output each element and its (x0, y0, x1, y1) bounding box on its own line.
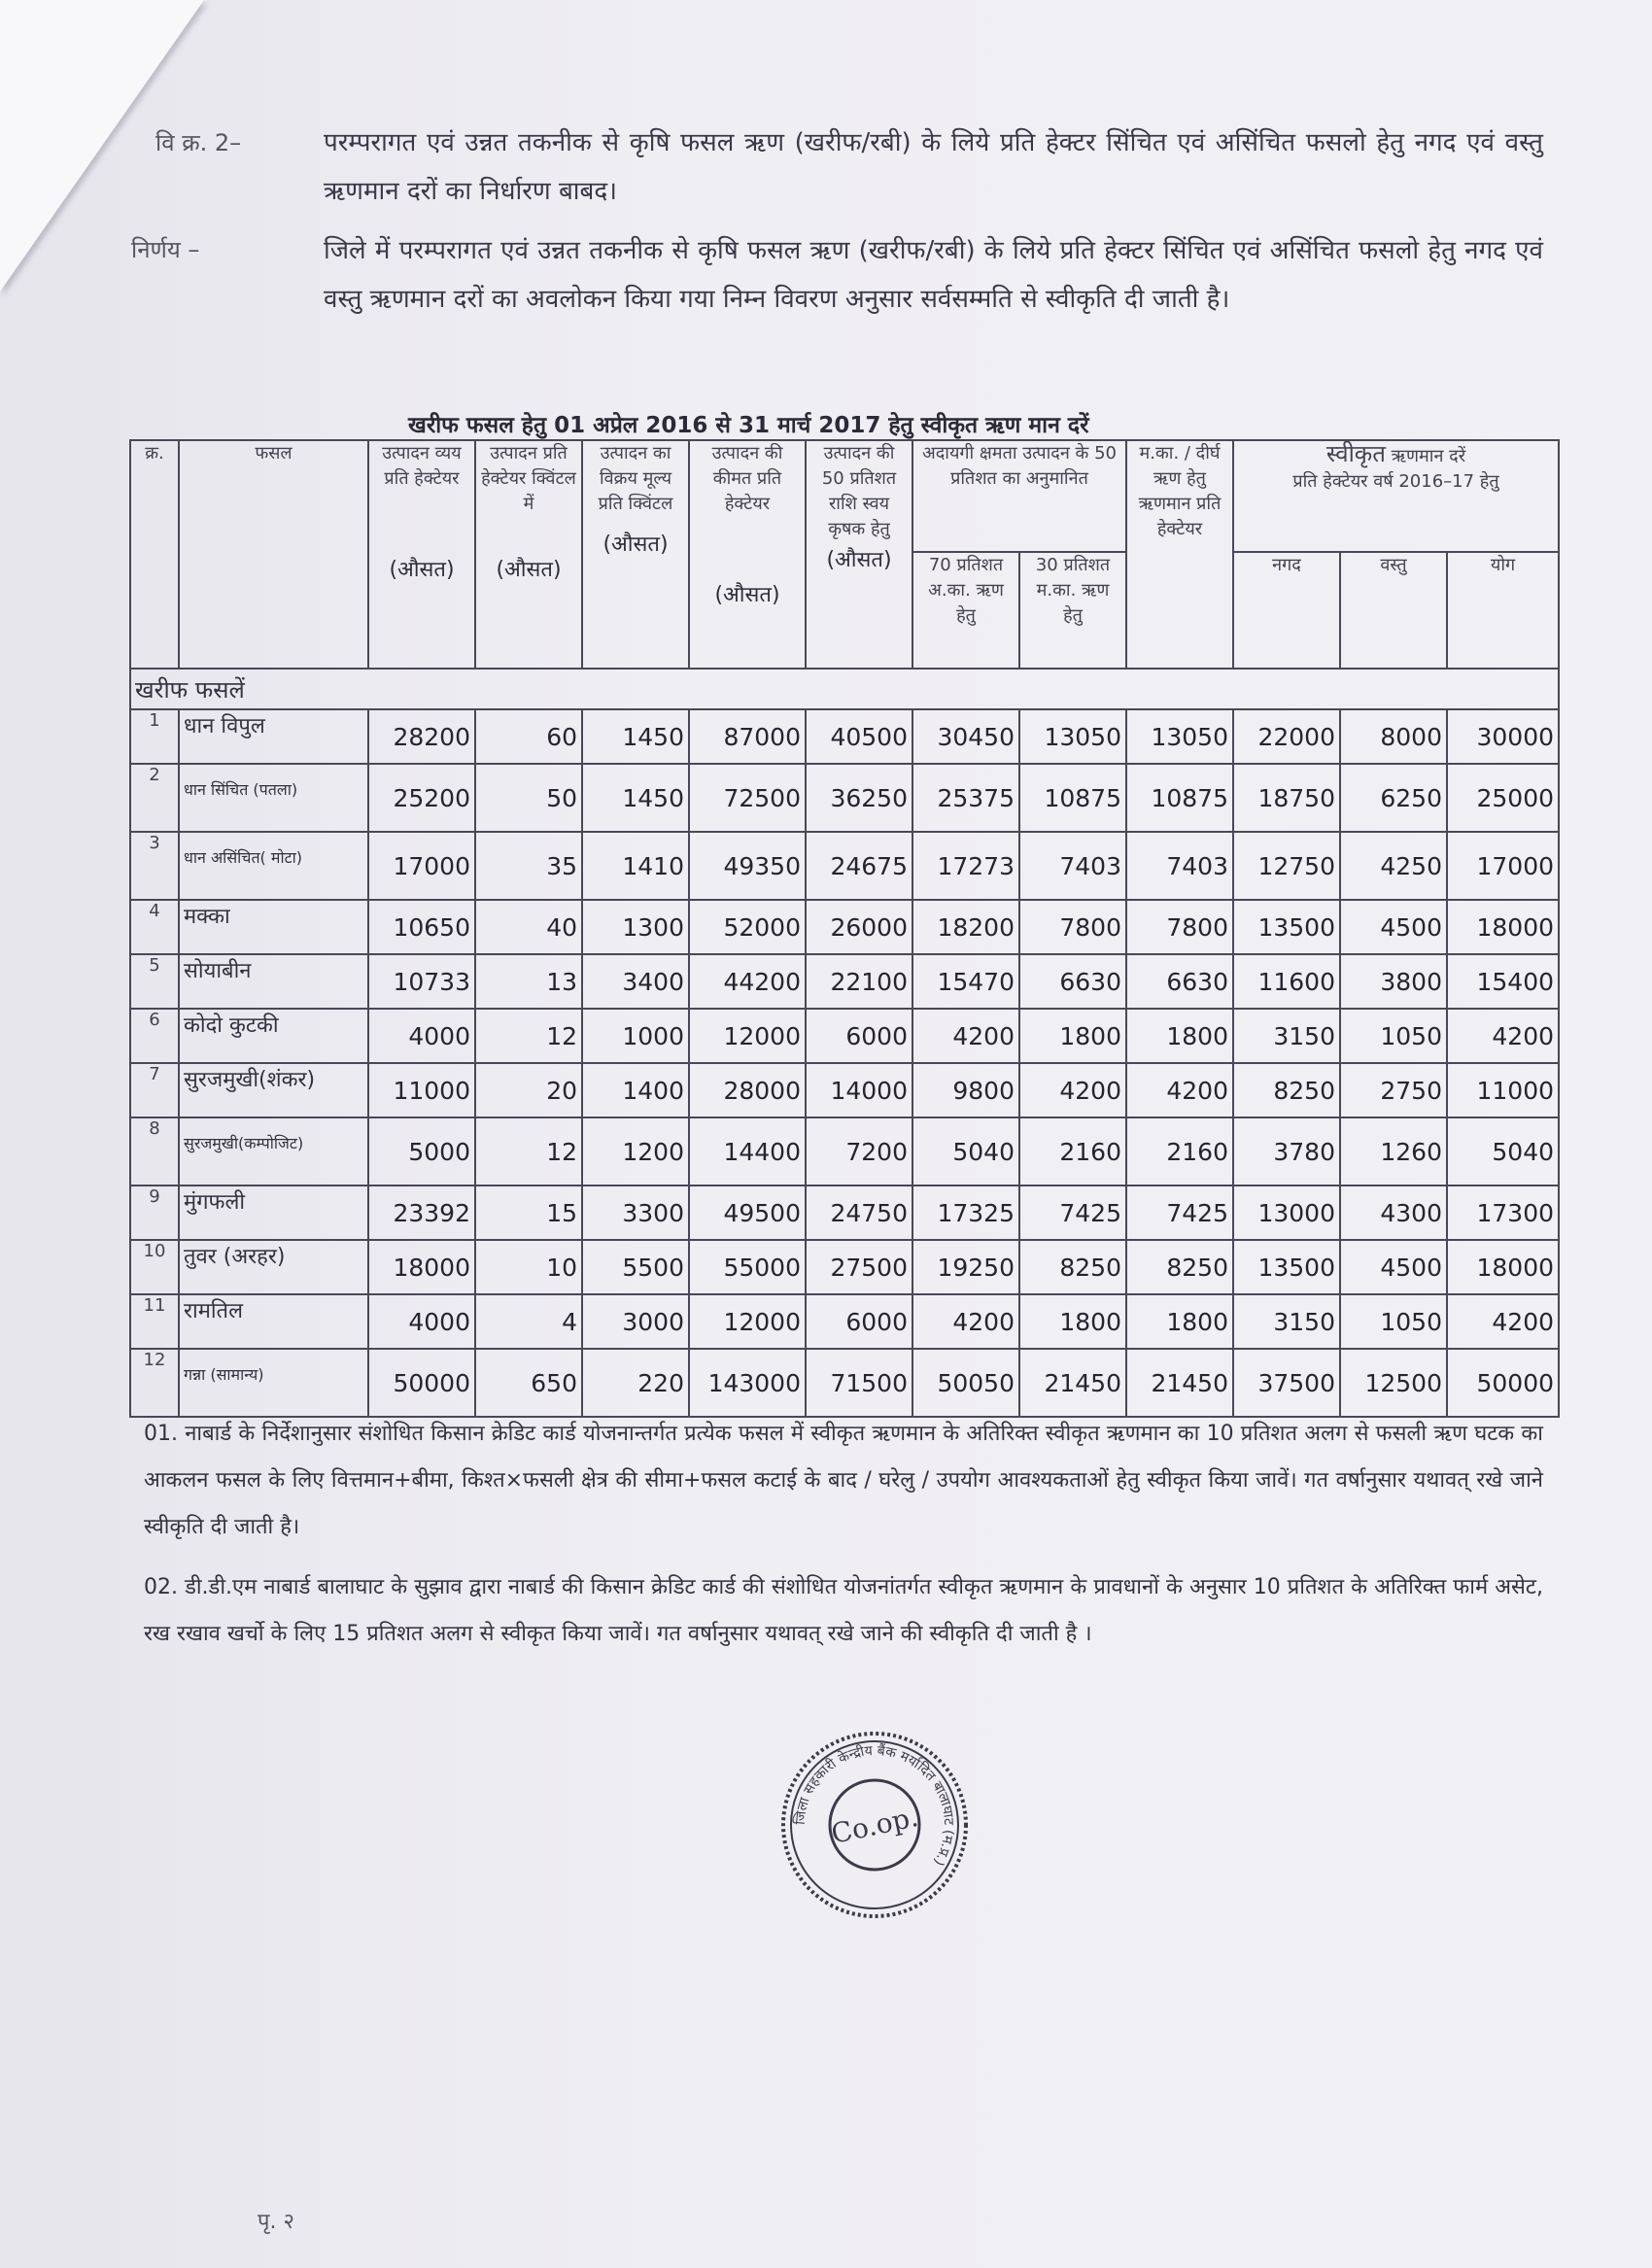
row-sn: 3 (130, 832, 179, 900)
cell-price: 1410 (582, 832, 689, 900)
table-row (130, 1349, 1559, 1417)
cell-value: 44200 (689, 954, 806, 1009)
cell-total: 18000 (1447, 1240, 1559, 1294)
cell-self: 22100 (806, 954, 912, 1009)
row-crop-name: धान असिंचित( मोटा) (179, 832, 368, 900)
cell-cost: 25200 (368, 764, 475, 832)
cell-value: 52000 (689, 900, 806, 954)
table-row (130, 764, 1559, 832)
cell-yield: 40 (475, 900, 582, 954)
cell-yield: 12 (475, 1009, 582, 1063)
cell-cost: 4000 (368, 1009, 475, 1063)
row-sn: 7 (130, 1063, 179, 1117)
cell-mk: 2160 (1126, 1117, 1233, 1186)
cell-value: 49350 (689, 832, 806, 900)
cell-cost: 10733 (368, 954, 475, 1009)
cell-r30: 7403 (1019, 832, 1126, 900)
cell-self: 6000 (806, 1009, 912, 1063)
cell-cash: 3150 (1233, 1009, 1340, 1063)
header-cost: उत्पादन व्यय प्रति हेक्टेयर (औसत) (368, 440, 475, 669)
cell-value: 143000 (689, 1349, 806, 1417)
header-cash: नगद (1233, 552, 1340, 669)
cell-kind: 4250 (1340, 832, 1447, 900)
cell-kind: 12500 (1340, 1349, 1447, 1417)
cell-value: 12000 (689, 1294, 806, 1349)
cell-mk: 6630 (1126, 954, 1233, 1009)
cell-total: 50000 (1447, 1349, 1559, 1417)
cell-price: 1450 (582, 709, 689, 764)
cell-r30: 6630 (1019, 954, 1126, 1009)
cell-cash: 11600 (1233, 954, 1340, 1009)
header-approved-group: स्वीकृत ऋणमान दरें प्रति हेक्टेयर वर्ष 2016–17 हेतु (1233, 440, 1559, 552)
row-sn: 2 (130, 764, 179, 832)
row-sn: 5 (130, 954, 179, 1009)
table-row (130, 1186, 1559, 1240)
cell-yield: 60 (475, 709, 582, 764)
cell-cash: 13500 (1233, 900, 1340, 954)
row-crop-name: मुंगफली (179, 1186, 368, 1240)
header-crop: फसल (179, 440, 368, 669)
row-crop-name: धान सिंचित (पतला) (179, 764, 368, 832)
cell-total: 15400 (1447, 954, 1559, 1009)
cell-cost: 11000 (368, 1063, 475, 1117)
table-row (130, 900, 1559, 954)
row-crop-name: गन्ना (सामान्य) (179, 1349, 368, 1417)
header-price: उत्पादन का विक्रय मूल्य प्रति क्विंटल (औसत) (582, 440, 689, 669)
cell-kind: 8000 (1340, 709, 1447, 764)
cell-mk: 7425 (1126, 1186, 1233, 1240)
seal-center-text: Co.op. (828, 1800, 921, 1851)
cell-kind: 6250 (1340, 764, 1447, 832)
cell-value: 55000 (689, 1240, 806, 1294)
cell-price: 1000 (582, 1009, 689, 1063)
cell-kind: 4300 (1340, 1186, 1447, 1240)
cell-cost: 18000 (368, 1240, 475, 1294)
cell-self: 71500 (806, 1349, 912, 1417)
table-row (130, 1294, 1559, 1349)
cell-r30: 2160 (1019, 1117, 1126, 1186)
cell-mk: 4200 (1126, 1063, 1233, 1117)
row-crop-name: सुरजमुखी(कम्पोजिट) (179, 1117, 368, 1186)
cell-r70: 19250 (912, 1240, 1019, 1294)
header-repay-70: 70 प्रतिशत अ.का. ऋण हेतु (912, 552, 1019, 669)
header-repay-30: 30 प्रतिशत म.का. ऋण हेतु (1019, 552, 1126, 669)
cell-yield: 20 (475, 1063, 582, 1117)
cell-total: 18000 (1447, 900, 1559, 954)
header-self-share: उत्पादन की 50 प्रतिशत राशि स्वय कृषक हेतु (औसत) (806, 440, 912, 669)
row-sn: 9 (130, 1186, 179, 1240)
cell-value: 14400 (689, 1117, 806, 1186)
cell-yield: 650 (475, 1349, 582, 1417)
cell-kind: 1050 (1340, 1294, 1447, 1349)
cell-cash: 22000 (1233, 709, 1340, 764)
cell-r30: 21450 (1019, 1349, 1126, 1417)
table-row (130, 832, 1559, 900)
row-crop-name: सोयाबीन (179, 954, 368, 1009)
cell-cost: 50000 (368, 1349, 475, 1417)
cell-kind: 1260 (1340, 1117, 1447, 1186)
cell-cost: 28200 (368, 709, 475, 764)
table-row (130, 954, 1559, 1009)
cell-price: 3400 (582, 954, 689, 1009)
cell-total: 4200 (1447, 1294, 1559, 1349)
cell-self: 7200 (806, 1117, 912, 1186)
cell-kind: 1050 (1340, 1009, 1447, 1063)
cell-cash: 13500 (1233, 1240, 1340, 1294)
cell-self: 6000 (806, 1294, 912, 1349)
cell-r30: 1800 (1019, 1009, 1126, 1063)
cell-price: 3300 (582, 1186, 689, 1240)
header-value: उत्पादन की कीमत प्रति हेक्टेयर (औसत) (689, 440, 806, 669)
header-mk-long: म.का. / दीर्घ ऋण हेतु ऋणमान प्रति हेक्टेयर (1126, 440, 1233, 669)
header-repay-group: अदायगी क्षमता उत्पादन के 50 प्रतिशत का अनुमानित (912, 440, 1126, 552)
row-sn: 8 (130, 1117, 179, 1186)
cell-yield: 4 (475, 1294, 582, 1349)
cell-price: 220 (582, 1349, 689, 1417)
cell-cost: 4000 (368, 1294, 475, 1349)
cell-cash: 13000 (1233, 1186, 1340, 1240)
cell-r70: 4200 (912, 1294, 1019, 1349)
cell-kind: 3800 (1340, 954, 1447, 1009)
cell-kind: 2750 (1340, 1063, 1447, 1117)
cell-total: 5040 (1447, 1117, 1559, 1186)
table-row (130, 1009, 1559, 1063)
cell-r70: 17273 (912, 832, 1019, 900)
row-crop-name: कोदो कुटकी (179, 1009, 368, 1063)
cell-value: 87000 (689, 709, 806, 764)
cell-cash: 37500 (1233, 1349, 1340, 1417)
cell-mk: 1800 (1126, 1009, 1233, 1063)
cell-price: 1450 (582, 764, 689, 832)
row-crop-name: मक्का (179, 900, 368, 954)
cell-mk: 21450 (1126, 1349, 1233, 1417)
cell-price: 1400 (582, 1063, 689, 1117)
cell-self: 40500 (806, 709, 912, 764)
cell-r30: 7800 (1019, 900, 1126, 954)
cell-cost: 5000 (368, 1117, 475, 1186)
agenda-item-text: परम्परागत एवं उन्नत तकनीक से कृषि फसल ऋण (खरीफ/रबी) के लिये प्रति हेक्टर सिंचित एवं असिंचित फसलो हेतु नगद एवं वस्तु ऋणमान दरों का निर्धारण बाबद। (324, 128, 1543, 206)
cell-yield: 50 (475, 764, 582, 832)
decision-label: निर्णय – (131, 236, 200, 263)
cell-r70: 30450 (912, 709, 1019, 764)
cell-r70: 50050 (912, 1349, 1019, 1417)
header-yield: उत्पादन प्रति हेक्टेयर क्विंटल में (औसत) (475, 440, 582, 669)
cell-cost: 23392 (368, 1186, 475, 1240)
table-row (130, 709, 1559, 764)
cell-self: 27500 (806, 1240, 912, 1294)
cell-total: 25000 (1447, 764, 1559, 832)
cell-value: 49500 (689, 1186, 806, 1240)
cell-r70: 25375 (912, 764, 1019, 832)
cell-r70: 9800 (912, 1063, 1019, 1117)
cell-cash: 18750 (1233, 764, 1340, 832)
loan-rate-table (129, 439, 1560, 1418)
cell-r70: 15470 (912, 954, 1019, 1009)
cell-mk: 13050 (1126, 709, 1233, 764)
row-sn: 10 (130, 1240, 179, 1294)
cell-cash: 8250 (1233, 1063, 1340, 1117)
row-sn: 11 (130, 1294, 179, 1349)
cell-r30: 13050 (1019, 709, 1126, 764)
cell-total: 17300 (1447, 1186, 1559, 1240)
cell-r70: 17325 (912, 1186, 1019, 1240)
note-02: 02. डी.डी.एम नाबार्ड बालाघाट के सुझाव द्वारा नाबार्ड की किसान क्रेडिट कार्ड की संशोधित योजनांतर्गत स्वीकृत ऋणमान के प्रावधानों के अनुसार 10 प्रतिशत के अतिरिक्त फार्म असेट, रख रखाव खर्चो के लिए 15 प्रतिशत अलग से स्वीकृत किया जावें। गत वर्षानुसार यथावत् रखे जाने की स्वीकृति दी जाती है । (144, 1575, 1543, 1646)
cell-r30: 8250 (1019, 1240, 1126, 1294)
table-row (130, 1240, 1559, 1294)
cell-mk: 7403 (1126, 832, 1233, 900)
row-sn: 6 (130, 1009, 179, 1063)
row-crop-name: धान विपुल (179, 709, 368, 764)
row-crop-name: रामतिल (179, 1294, 368, 1349)
cell-r70: 4200 (912, 1009, 1019, 1063)
decision-text: जिले में परम्परागत एवं उन्नत तकनीक से कृषि फसल ऋण (खरीफ/रबी) के लिये प्रति हेक्टर सिंचित एवं असिंचित फसलो हेतु नगद एवं वस्तु ऋणमान दरों का अवलोकन किया गया निम्न विवरण अनुसार सर्वसम्मति से स्वीकृति दी जाती है। (324, 236, 1543, 314)
cell-price: 1300 (582, 900, 689, 954)
table-body (130, 709, 1559, 1417)
cell-total: 4200 (1447, 1009, 1559, 1063)
row-crop-name: सुरजमुखी(शंकर) (179, 1063, 368, 1117)
cell-mk: 8250 (1126, 1240, 1233, 1294)
cell-mk: 7800 (1126, 900, 1233, 954)
cell-mk: 10875 (1126, 764, 1233, 832)
table-row (130, 1117, 1559, 1186)
cell-r30: 4200 (1019, 1063, 1126, 1117)
cell-kind: 4500 (1340, 900, 1447, 954)
cell-cash: 3150 (1233, 1294, 1340, 1349)
cell-cost: 10650 (368, 900, 475, 954)
cell-self: 26000 (806, 900, 912, 954)
cell-self: 14000 (806, 1063, 912, 1117)
cell-value: 28000 (689, 1063, 806, 1117)
cell-kind: 4500 (1340, 1240, 1447, 1294)
cell-r30: 1800 (1019, 1294, 1126, 1349)
seal-ring-text: जिला सहकारी केन्द्रीय बैंक मर्यादित बालाघाट (म.प्र.) (792, 1742, 957, 1869)
header-kind: वस्तु (1340, 552, 1447, 669)
cell-value: 12000 (689, 1009, 806, 1063)
agenda-item-label: वि क्र. 2– (155, 129, 242, 156)
cell-total: 17000 (1447, 832, 1559, 900)
cell-cost: 17000 (368, 832, 475, 900)
cell-self: 36250 (806, 764, 912, 832)
table-caption: खरीफ फसल हेतु 01 अप्रेल 2016 से 31 मार्च 2017 हेतु स्वीकृत ऋण मान दरें (408, 413, 1089, 438)
cell-r30: 7425 (1019, 1186, 1126, 1240)
cell-total: 11000 (1447, 1063, 1559, 1117)
cell-r70: 5040 (912, 1117, 1019, 1186)
row-sn: 4 (130, 900, 179, 954)
cell-cash: 12750 (1233, 832, 1340, 900)
cell-yield: 13 (475, 954, 582, 1009)
header-sn: क्र. (130, 440, 179, 669)
cell-self: 24675 (806, 832, 912, 900)
cell-yield: 35 (475, 832, 582, 900)
cell-yield: 10 (475, 1240, 582, 1294)
cell-total: 30000 (1447, 709, 1559, 764)
cell-price: 1200 (582, 1117, 689, 1186)
row-crop-name: तुवर (अरहर) (179, 1240, 368, 1294)
note-01: 01. नाबार्ड के निर्देशानुसार संशोधित किसान क्रेडिट कार्ड योजनान्तर्गत प्रत्येक फसल में स्वीकृत ऋणमान के अतिरिक्त स्वीकृत ऋणमान का 10 प्रतिशत अलग से फसली ऋण घटक का आकलन फसल के लिए वित्तमान+बीमा, किश्त×फसली क्षेत्र की सीमा+फसल कटाई के बाद / घरेलु / उपयोग आवश्यकताओं हेतु स्वीकृत किया जावें। गत वर्षानुसार यथावत् रखे जाने स्वीकृति दी जाती है। (144, 1422, 1543, 1539)
cell-self: 24750 (806, 1186, 912, 1240)
bank-seal (777, 1728, 972, 1922)
header-total: योग (1447, 552, 1559, 669)
section-label-kharif: खरीफ फसलें (130, 669, 1559, 709)
table-row (130, 1063, 1559, 1117)
page-mark: पृ. २ (258, 2210, 294, 2234)
cell-value: 72500 (689, 764, 806, 832)
cell-price: 3000 (582, 1294, 689, 1349)
cell-mk: 1800 (1126, 1294, 1233, 1349)
cell-cash: 3780 (1233, 1117, 1340, 1186)
cell-yield: 15 (475, 1186, 582, 1240)
cell-price: 5500 (582, 1240, 689, 1294)
cell-r70: 18200 (912, 900, 1019, 954)
cell-yield: 12 (475, 1117, 582, 1186)
cell-r30: 10875 (1019, 764, 1126, 832)
row-sn: 12 (130, 1349, 179, 1417)
row-sn: 1 (130, 709, 179, 764)
